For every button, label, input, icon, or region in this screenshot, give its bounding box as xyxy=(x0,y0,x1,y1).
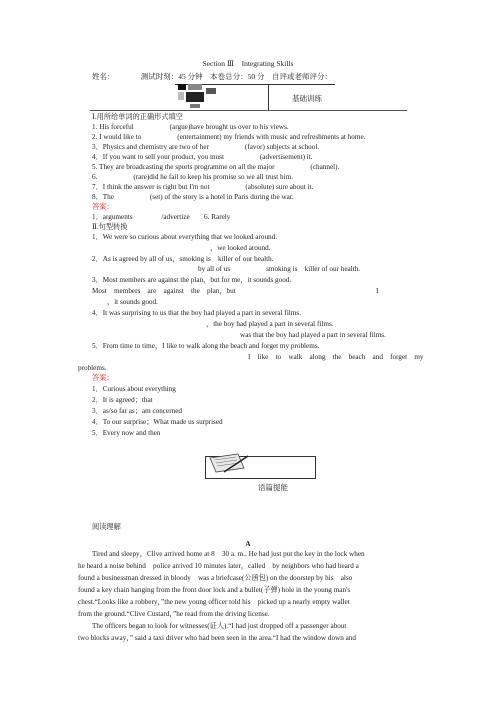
answer-label: 答案： xyxy=(92,203,114,211)
part1-item: 3．Physics and chemistry are two of her (favor) subjects at school. xyxy=(92,143,320,151)
reading-line: from the ground.“Clive Custard，”he read from the driving license. xyxy=(78,610,270,618)
part2-item: was that the boy had played a part in several films. xyxy=(240,331,386,339)
part2-item: problems. xyxy=(78,364,107,372)
reading-line: two blocks away，” said a taxi driver who had been seen in the area.“I had the window down and xyxy=(78,634,357,642)
answer-label: 答案： xyxy=(92,374,114,382)
reading-line: The officers began to look for witnesses(证人).“I had just dropped off a passenger about xyxy=(92,622,347,630)
reading-line: found a businessman dressed in bloody was a briefcase(公函包) on the doorstep by his also xyxy=(78,574,353,582)
page-title: Section Ⅲ Integrating Skills xyxy=(202,59,294,68)
page-meta: 姓名： 测试时刻：45 分钟 本卷总分：50 分 自评或老师评分： xyxy=(92,72,332,81)
part2-item: 3．Most members are against the plan，but for me，it sounds good. xyxy=(92,276,292,284)
part1-item: 6. (rare)did he fail to keep his promise so we all trust him. xyxy=(92,173,294,181)
part2-item: by all of us smoking is killer of our health. xyxy=(198,265,361,273)
part2-item: ，it sounds good. xyxy=(107,298,158,306)
reading-line: found a key chain hanging from the front door lock and a bullet(子弹) hole in the young man's xyxy=(78,586,351,594)
reading-line: Tired and sleepy，Clive arrived home at 8 30 a. m.. He had just put the key in the lock when xyxy=(92,550,365,558)
part2-item: I xyxy=(376,287,379,295)
part1-item: 4．If you want to sell your product, you must (advertisement) it. xyxy=(92,153,313,161)
part1-item: 1. His forceful (argue)have brought us over to his views. xyxy=(92,123,289,131)
part1-item: 2. I would like to (entertainment) my friends with music and refreshments at home. xyxy=(92,133,366,141)
part2-item: ，the boy had played a part in several films. xyxy=(206,320,334,328)
reading-section: A xyxy=(245,540,251,548)
part2-item: 4．It was surprising to us that the boy had played a part in several films. xyxy=(92,309,301,317)
part1-title: Ⅰ.用所给单词的正确形式填空 xyxy=(92,113,183,121)
reading-title: 阅读理解 xyxy=(92,523,121,531)
part1-item: 8．The (set) of the story is a hotel in Paris during the war. xyxy=(92,193,294,201)
part2-item: 5．From time to time，I like to walk along the beach and forget my problems. xyxy=(92,342,320,350)
part2-item: 2．As is agreed by all of us，smoking is killer of our health. xyxy=(92,255,274,263)
part2-item: ，we looked around. xyxy=(210,244,271,252)
part2-answer: 4．To our surprise；What made us surprised xyxy=(92,418,223,426)
part2-item: Most members are against the plan，but xyxy=(92,287,236,295)
notebook-pen-icon xyxy=(206,452,252,476)
part2-answer: 2．It is agreed；that xyxy=(92,396,153,404)
reading-line: he heard a noise behind police arrived 10 minutes later，called by neighbors who had heard a xyxy=(78,562,359,570)
part2-item: I like to walk along the beach and forget my xyxy=(248,353,424,361)
part1-item: 5. They are broadcasting the sports programme on all the major (channel). xyxy=(92,163,340,171)
part2-title: Ⅱ.句型转换 xyxy=(92,223,128,231)
banner-label: 语篇提能 xyxy=(258,483,288,492)
part2-item: 1．We were so curious about everything that we looked around. xyxy=(92,233,278,241)
part2-answer: 3．as/so far as；am concerned xyxy=(92,407,183,415)
part2-answer: 1．Curious about everything xyxy=(92,385,176,393)
banner-label: 基础训练 xyxy=(292,94,322,103)
part2-answer: 5．Every now and then xyxy=(92,429,161,437)
part1-item: 7．I think the answer is right but I'm not (absolute) sure about it. xyxy=(92,183,314,191)
reading-line: chest.“Looks like a robbery，”the new young officer told his picked up a nearly empty wallet xyxy=(78,598,350,606)
part1-answer: 1．arguments /advertize 6. Rarely xyxy=(92,213,231,221)
